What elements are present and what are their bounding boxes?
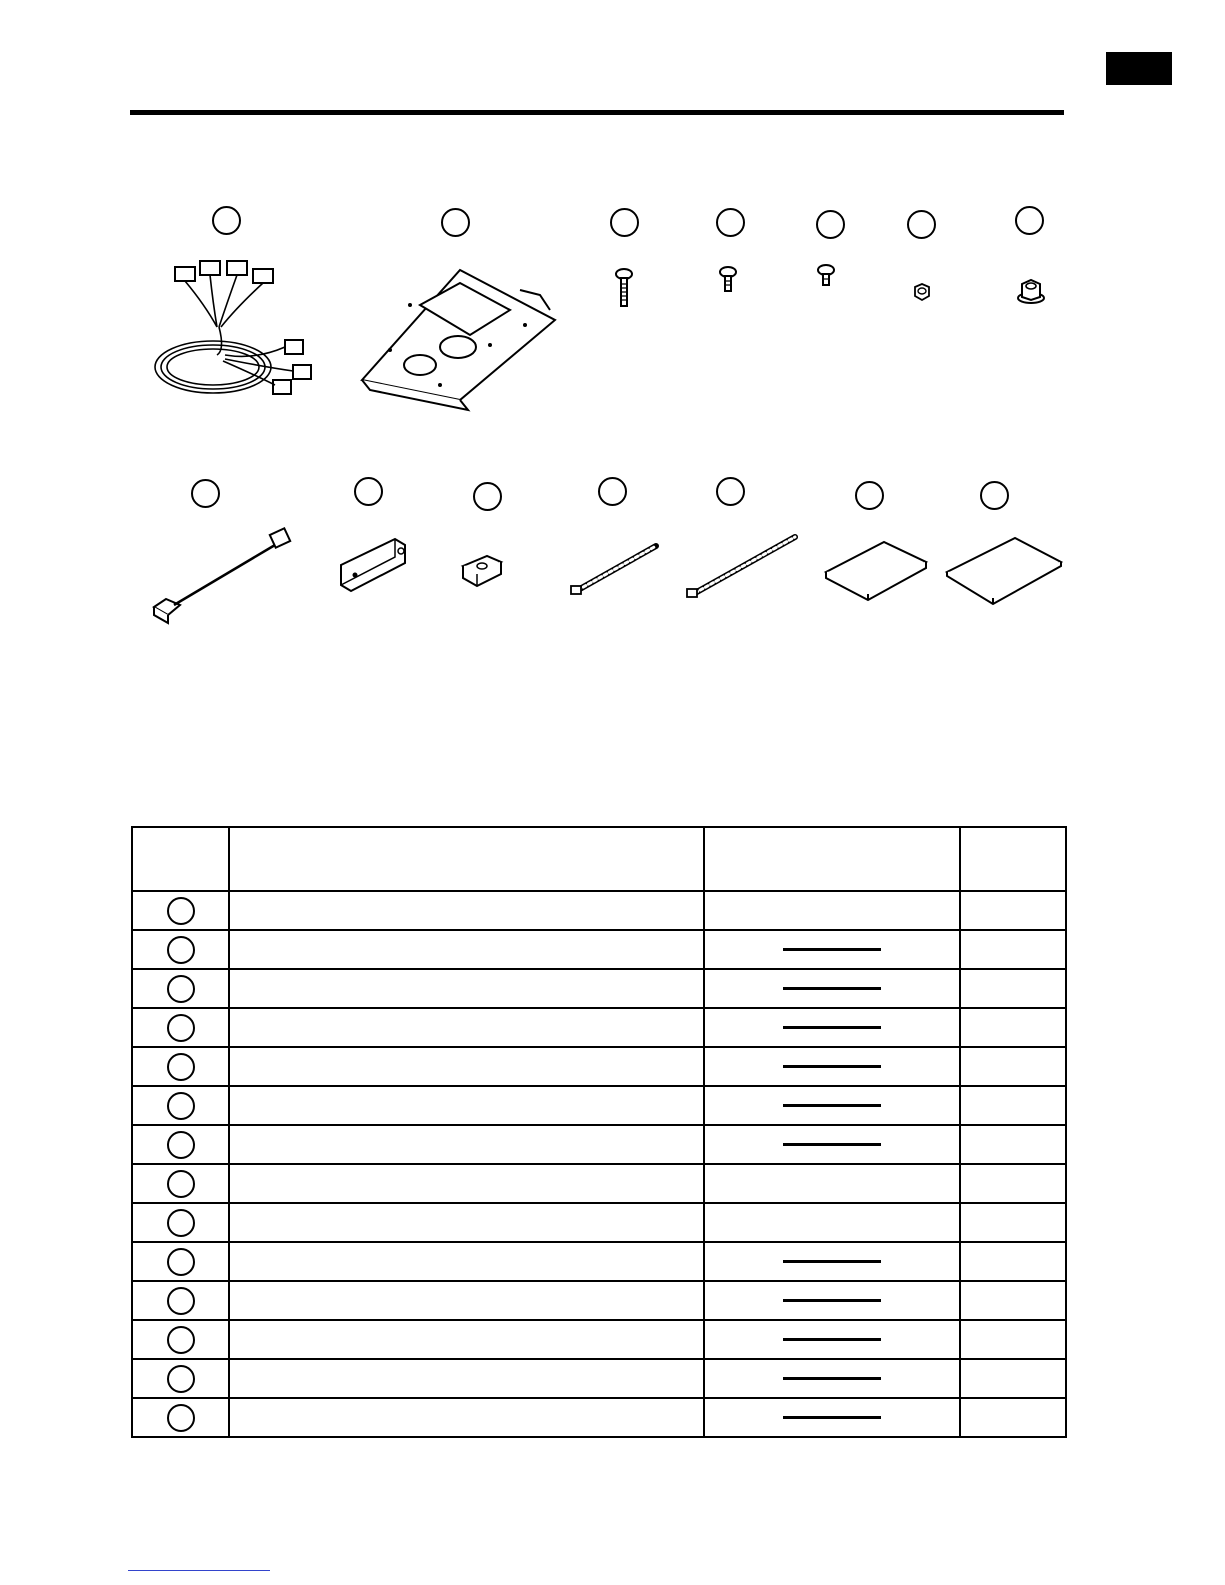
part-name-cell: [229, 1125, 704, 1164]
part-number-cell: [704, 1047, 960, 1086]
ref-cell: [132, 1125, 229, 1164]
table-row: [132, 1086, 1066, 1125]
quantity-cell: [960, 891, 1066, 930]
part-number-line: [783, 1143, 881, 1146]
part-number-cell: [704, 1242, 960, 1281]
ref-number-circle: [167, 1170, 195, 1198]
short-screw-drawing: [814, 264, 838, 288]
header-part-number: [704, 827, 960, 891]
part-callout-4: [716, 208, 745, 237]
table-row: [132, 1008, 1066, 1047]
part-number-line: [783, 1104, 881, 1107]
table-row: [132, 1359, 1066, 1398]
part-number-cell: [704, 969, 960, 1008]
part-name-cell: [229, 1398, 704, 1437]
section-tab: [1106, 52, 1172, 85]
table-row: [132, 1164, 1066, 1203]
part-callout-9: [354, 477, 383, 506]
table-row: [132, 1398, 1066, 1437]
part-callout-8: [191, 479, 220, 508]
part-callout-14: [980, 481, 1009, 510]
ref-number-circle: [167, 1092, 195, 1120]
part-callout-3: [610, 208, 639, 237]
part-callout-11: [598, 477, 627, 506]
ref-cell: [132, 891, 229, 930]
short-cable-tie-drawing: [568, 540, 664, 600]
clip-drawing: [457, 552, 507, 588]
table-row: [132, 891, 1066, 930]
quantity-cell: [960, 1242, 1066, 1281]
table-row: [132, 1320, 1066, 1359]
part-number-cell: [704, 1086, 960, 1125]
part-number-cell: [704, 930, 960, 969]
part-number-line: [783, 1377, 881, 1380]
quantity-cell: [960, 1281, 1066, 1320]
long-screw-drawing: [612, 268, 636, 308]
part-number-cell: [704, 1203, 960, 1242]
table-header-row: [132, 827, 1066, 891]
part-number-cell: [704, 1398, 960, 1437]
table-row: [132, 1047, 1066, 1086]
table-row: [132, 969, 1066, 1008]
ref-cell: [132, 1359, 229, 1398]
part-number-line: [783, 1065, 881, 1068]
part-number-cell: [704, 1164, 960, 1203]
part-number-cell: [704, 1359, 960, 1398]
part-callout-1: [212, 206, 241, 235]
small-manual-drawing: [822, 538, 932, 604]
table-row: [132, 1125, 1066, 1164]
ref-number-circle: [167, 975, 195, 1003]
ref-cell: [132, 1320, 229, 1359]
part-name-cell: [229, 1320, 704, 1359]
part-callout-7: [1015, 206, 1044, 235]
part-number-cell: [704, 1281, 960, 1320]
quantity-cell: [960, 1398, 1066, 1437]
footer-link[interactable]: [128, 1570, 270, 1571]
extension-cable-drawing: [140, 525, 300, 625]
header-rule: [130, 110, 1064, 115]
part-number-cell: [704, 891, 960, 930]
part-number-line: [783, 1416, 881, 1419]
part-name-cell: [229, 1359, 704, 1398]
long-cable-tie-drawing: [683, 533, 803, 605]
part-name-cell: [229, 1242, 704, 1281]
quantity-cell: [960, 1047, 1066, 1086]
part-number-line: [783, 1338, 881, 1341]
ref-cell: [132, 1203, 229, 1242]
header-quantity: [960, 827, 1066, 891]
small-bracket-drawing: [335, 535, 415, 600]
part-name-cell: [229, 930, 704, 969]
flange-nut-drawing: [1016, 278, 1046, 304]
table-row: [132, 1242, 1066, 1281]
ref-number-circle: [167, 1248, 195, 1276]
quantity-cell: [960, 969, 1066, 1008]
ref-number-circle: [167, 1287, 195, 1315]
ref-cell: [132, 1086, 229, 1125]
quantity-cell: [960, 1008, 1066, 1047]
part-callout-10: [473, 482, 502, 511]
quantity-cell: [960, 930, 1066, 969]
ref-number-circle: [167, 1014, 195, 1042]
part-number-line: [783, 1026, 881, 1029]
wiring-harness-drawing: [145, 255, 325, 415]
part-callout-2: [441, 208, 470, 237]
part-name-cell: [229, 969, 704, 1008]
medium-screw-drawing: [716, 266, 740, 294]
ref-cell: [132, 1398, 229, 1437]
table-row: [132, 1281, 1066, 1320]
ref-number-circle: [167, 897, 195, 925]
ref-number-circle: [167, 936, 195, 964]
part-number-line: [783, 1260, 881, 1263]
part-number-line: [783, 1299, 881, 1302]
ref-number-circle: [167, 1326, 195, 1354]
header-part-name: [229, 827, 704, 891]
table-row: [132, 930, 1066, 969]
ref-number-circle: [167, 1209, 195, 1237]
part-name-cell: [229, 1008, 704, 1047]
part-callout-13: [855, 481, 884, 510]
quantity-cell: [960, 1359, 1066, 1398]
ref-cell: [132, 1281, 229, 1320]
part-number-cell: [704, 1125, 960, 1164]
ref-cell: [132, 1008, 229, 1047]
header-ref: [132, 827, 229, 891]
part-name-cell: [229, 891, 704, 930]
part-name-cell: [229, 1164, 704, 1203]
part-name-cell: [229, 1086, 704, 1125]
ref-number-circle: [167, 1053, 195, 1081]
part-callout-12: [716, 477, 745, 506]
ref-number-circle: [167, 1404, 195, 1432]
ref-cell: [132, 930, 229, 969]
hex-nut-drawing: [911, 283, 933, 301]
quantity-cell: [960, 1203, 1066, 1242]
part-name-cell: [229, 1281, 704, 1320]
ref-number-circle: [167, 1131, 195, 1159]
part-name-cell: [229, 1047, 704, 1086]
quantity-cell: [960, 1164, 1066, 1203]
part-number-cell: [704, 1320, 960, 1359]
quantity-cell: [960, 1320, 1066, 1359]
part-number-line: [783, 987, 881, 990]
quantity-cell: [960, 1086, 1066, 1125]
part-callout-5: [816, 210, 845, 239]
table-row: [132, 1203, 1066, 1242]
quantity-cell: [960, 1125, 1066, 1164]
ref-cell: [132, 1164, 229, 1203]
part-number-cell: [704, 1008, 960, 1047]
mounting-bracket-drawing: [350, 265, 570, 405]
ref-cell: [132, 1242, 229, 1281]
part-number-line: [783, 948, 881, 951]
parts-list-table: [131, 826, 1067, 1438]
large-manual-drawing: [943, 534, 1067, 608]
part-name-cell: [229, 1203, 704, 1242]
ref-cell: [132, 1047, 229, 1086]
ref-number-circle: [167, 1365, 195, 1393]
ref-cell: [132, 969, 229, 1008]
part-callout-6: [907, 210, 936, 239]
